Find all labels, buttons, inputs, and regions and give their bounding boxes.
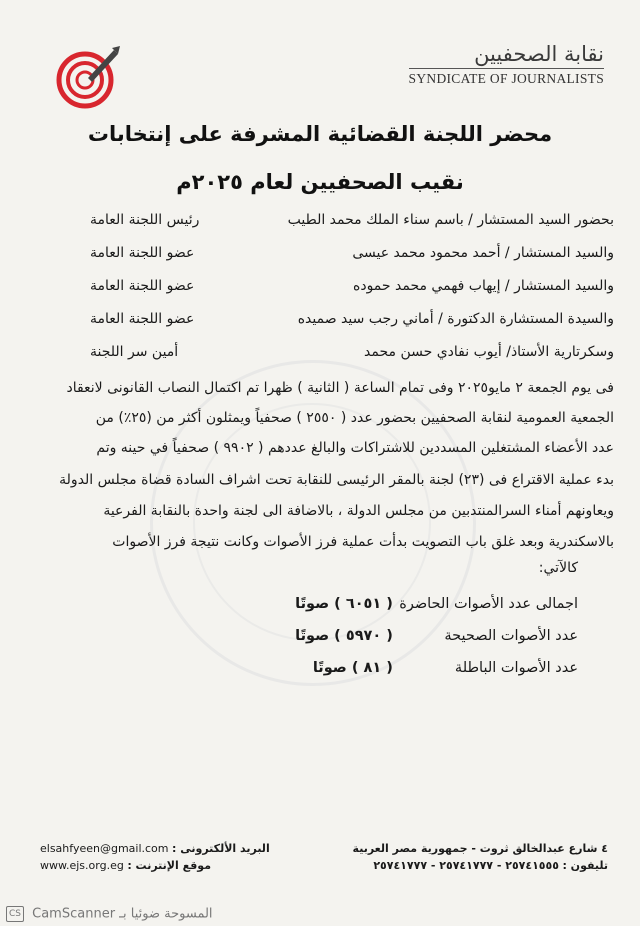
result-row [313,660,578,676]
body-paragraph-line: بدء عملية الاقتراع فى (٢٣) لجنة بالمقر الرئيسى للنقابة تحت اشراف السادة قضاة مجلس الدولة [59,472,614,488]
result-value: ( ٦٠٥١ ) صوتًا [295,596,393,612]
body-paragraph-line: عدد الأعضاء المشتغلين المسددين للاشتراكات والبالغ عددهم ( ٩٩٠٢ ) صحفياً في حينه وتم [96,440,614,456]
result-value: ( ٥٩٧٠ ) صوتًا [295,628,393,644]
as-follows-label: كالآتي: [538,560,578,576]
footer-email: elsahfyeen@gmail.com [40,842,169,855]
footer-phone-label: تليفون : [562,859,608,872]
result-row [295,628,578,644]
member-role: رئيس اللجنة العامة [90,212,200,228]
footer-address-block [353,842,608,872]
member-name: والسيدة المستشارة الدكتورة / أماني رجب سيد صميده [297,311,614,327]
scanner-watermark [6,906,213,922]
body-paragraph-line: بالاسكندرية وبعد غلق باب التصويت بدأت عملية فرز الأصوات وكانت نتيجة فرز الأصوات [112,534,614,550]
document-title-line2: نقيب الصحفيين لعام ٢٠٢٥م [176,170,464,194]
footer-site: www.ejs.org.eg [40,859,124,872]
member-name: بحضور السيد المستشار / باسم سناء الملك محمد الطيب [287,212,614,228]
member-row [30,278,614,302]
result-value: ( ٨١ ) صوتًا [312,660,393,676]
body-paragraph-line: الجمعية العمومية لنقابة الصحفيين بحضور عدد ( ٢٥٥٠ ) صحفياً ويمثلون أكثر من (٢٥٪) من [95,410,614,426]
member-name: وسكرتارية الأستاذ/ أيوب نفادي حسن محمد [364,344,614,360]
syndicate-wordmark [409,42,604,87]
member-row [30,311,614,335]
body-paragraph-line: ويعاونهم أمناء السرالمنتدبين من مجلس الدولة ، بالاضافة الى لجنة واحدة بالنقابة الفرعية [103,503,614,519]
result-label: اجمالى عدد الأصوات الحاضرة [399,596,578,612]
result-label: عدد الأصوات الصحيحة [444,628,578,644]
body-paragraph-line: فى يوم الجمعة ٢ مايو٢٠٢٥ وفى تمام الساعة ( الثانية ) ظهرا تم اكتمال النصاب القانونى لانعقاد [66,380,614,396]
member-row [30,212,614,236]
result-label: عدد الأصوات الباطلة [454,660,578,676]
footer-address: ٤ شارع عبدالخالق ثروت - جمهورية مصر العربية [352,842,608,855]
member-role: عضو اللجنة العامة [90,245,195,261]
footer-phones: ٢٥٧٤١٥٥٥ - ٢٥٧٤١٧٧٧ - ٢٥٧٤١٧٧٧ [373,859,559,872]
footer-site-label: موقع الإنترنت : [127,859,212,872]
result-row [295,596,578,612]
member-name: والسيد المستشار / أحمد محمود محمد عيسى [352,245,614,261]
member-role: أمين سر اللجنة [90,344,179,360]
camscanner-icon: CS [6,906,24,922]
member-role: عضو اللجنة العامة [90,311,195,327]
member-row [30,245,614,269]
footer-email-label: البريد الألكترونى : [172,842,270,855]
member-name: والسيد المستشار / إيهاب فهمي محمد حموده [353,278,614,294]
footer-contact [40,842,270,872]
logo-arabic-text: نقابة الصحفيين [474,42,604,66]
document-title-line1: محضر اللجنة القضائية المشرفة على إنتخابات [87,122,553,146]
syndicate-logo-icon [48,40,122,114]
member-role: عضو اللجنة العامة [90,278,195,294]
member-row [30,344,614,368]
logo-english-text: SYNDICATE OF JOURNALISTS [409,68,604,87]
scanner-text: CamScanner المسوحة ضوئيا بـ [32,906,213,922]
